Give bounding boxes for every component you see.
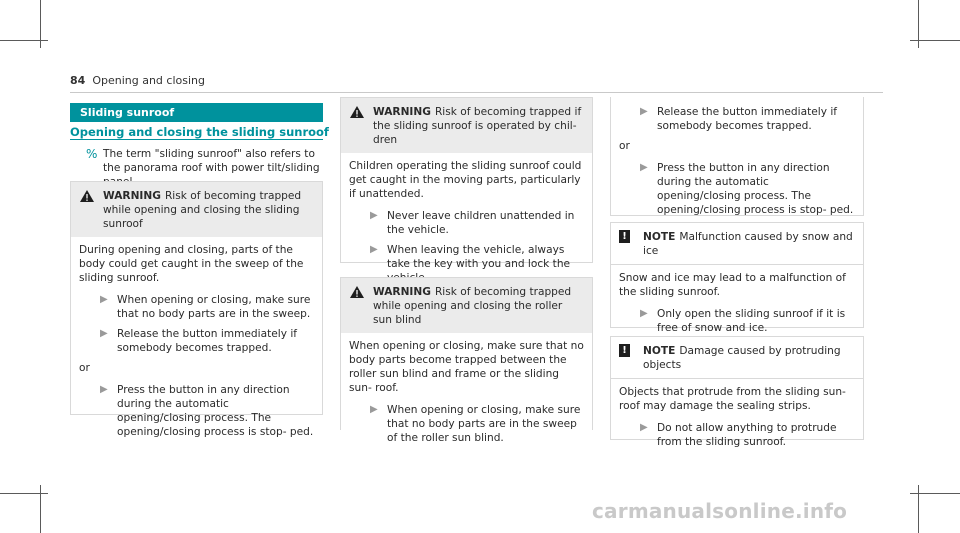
instruction-step: ▶ When opening or closing, make sure that no body parts are in the sweep.: [100, 294, 311, 320]
instruction-step: ▶ Press the button in any direction during the automatic opening/closing process. The opening/closing process is stop‐ ped.: [640, 162, 854, 216]
header-divider: [70, 92, 883, 93]
note-heading: Malfunction caused by snow and ice: [643, 231, 853, 257]
arrow-icon: ▶: [640, 106, 648, 117]
crop-mark: [910, 40, 960, 41]
note-box-snow-ice: [610, 222, 864, 334]
subtitle: Opening and closing the sliding sunroof: [70, 125, 329, 139]
arrow-icon: ▶: [100, 328, 108, 339]
warning-heading: Risk of becoming trapped if the sliding sunroof is operated by chil‐ dren: [373, 106, 582, 146]
warning-header: [341, 98, 592, 153]
subtitle-divider: [70, 139, 323, 140]
warning-box-roller-blind: [340, 277, 593, 444]
warning-heading: Risk of becoming trapped while opening and closing the roller sun blind: [373, 286, 572, 326]
instruction-step: ▶ Release the button immediately if somebody becomes trapped.: [640, 106, 838, 132]
warning-triangle-icon: [79, 189, 95, 203]
instruction-step: ▶ Release the button immediately if somebody becomes trapped.: [100, 328, 298, 354]
crop-mark: [910, 493, 960, 494]
arrow-icon: ▶: [100, 294, 108, 305]
note-heading: Damage caused by protruding objects: [643, 345, 841, 371]
instruction-step: ▶ When leaving the vehicle, always take the key with you and lock the: [370, 244, 571, 270]
warning-continued-box: [610, 97, 864, 216]
page-number: 84: [70, 74, 86, 87]
page-header: [70, 74, 205, 88]
arrow-icon: ▶: [640, 422, 648, 433]
instruction-step: ▶ Never leave children unattended in the vehicle.: [370, 210, 575, 236]
warning-label: WARNING: [373, 286, 431, 298]
note-body-text: Objects that protrude from the sliding sun‐ roof may damage the sealing strips.: [619, 386, 846, 412]
warning-body-text: During opening and closing, parts of the body could get caught in the sweep of the sliding sunroof.: [79, 244, 304, 284]
crop-mark: [0, 40, 48, 41]
note-header: [611, 223, 863, 264]
warning-heading: Risk of becoming trapped while opening and closing the sliding sunroof: [103, 190, 302, 230]
warning-header: [71, 182, 322, 237]
warning-triangle-icon: [349, 105, 365, 119]
instruction-step: ▶ Do not allow anything to protrude from the sliding sunroof.: [640, 422, 837, 448]
watermark: carmanualsonline.info: [592, 499, 848, 523]
warning-body: [71, 237, 322, 453]
or-text: or: [79, 362, 90, 374]
warning-body: [341, 333, 592, 459]
or-text: or: [619, 140, 630, 152]
arrow-icon: ▶: [370, 210, 378, 221]
warning-body-text: Children operating the sliding sunroof could get caught in the moving parts, particularly if unattended.: [349, 160, 582, 200]
info-icon: %: [86, 147, 98, 161]
notice-icon: !: [619, 230, 630, 243]
arrow-icon: ▶: [640, 308, 648, 319]
note-header: [611, 337, 863, 378]
arrow-icon: ▶: [370, 404, 378, 415]
warning-header: [341, 278, 592, 333]
section-title: Sliding sunroof: [70, 103, 323, 122]
instruction-step: ▶ When opening or closing, make sure that no body parts are in the sweep of the roller sun blind.: [370, 404, 581, 444]
arrow-icon: ▶: [370, 244, 378, 255]
crop-mark: [0, 493, 48, 494]
note-body: [611, 378, 863, 463]
warning-body: [611, 97, 863, 231]
note-body-text: Snow and ice may lead to a malfunction of the sliding sunroof.: [619, 272, 846, 298]
note-label: NOTE: [643, 345, 676, 357]
warning-label: WARNING: [103, 190, 161, 202]
section-name: Opening and closing: [92, 74, 205, 87]
info-note-text: The term "sliding sunroof" also refers to the panorama roof with power tilt/sliding: [103, 148, 320, 174]
notice-icon: !: [619, 344, 630, 357]
note-box-protruding-objects: [610, 336, 864, 448]
warning-box-trapped-sunroof: [70, 181, 323, 438]
arrow-icon: ▶: [100, 384, 108, 395]
warning-body-text: When opening or closing, make sure that no body parts become trapped between the roller sun blind and frame or the sliding sun‐ roof.: [349, 340, 584, 394]
instruction-step: ▶ Only open the sliding sunroof if it is free of snow and ice.: [640, 308, 846, 334]
note-label: NOTE: [643, 231, 676, 243]
warning-triangle-icon: [349, 285, 365, 299]
instruction-step: ▶ Press the button in any direction during the automatic opening/closing process. The opening/closing process is stop‐ ped.: [100, 384, 314, 438]
arrow-icon: ▶: [640, 162, 648, 173]
warning-box-children: [340, 97, 593, 270]
warning-label: WARNING: [373, 106, 431, 118]
